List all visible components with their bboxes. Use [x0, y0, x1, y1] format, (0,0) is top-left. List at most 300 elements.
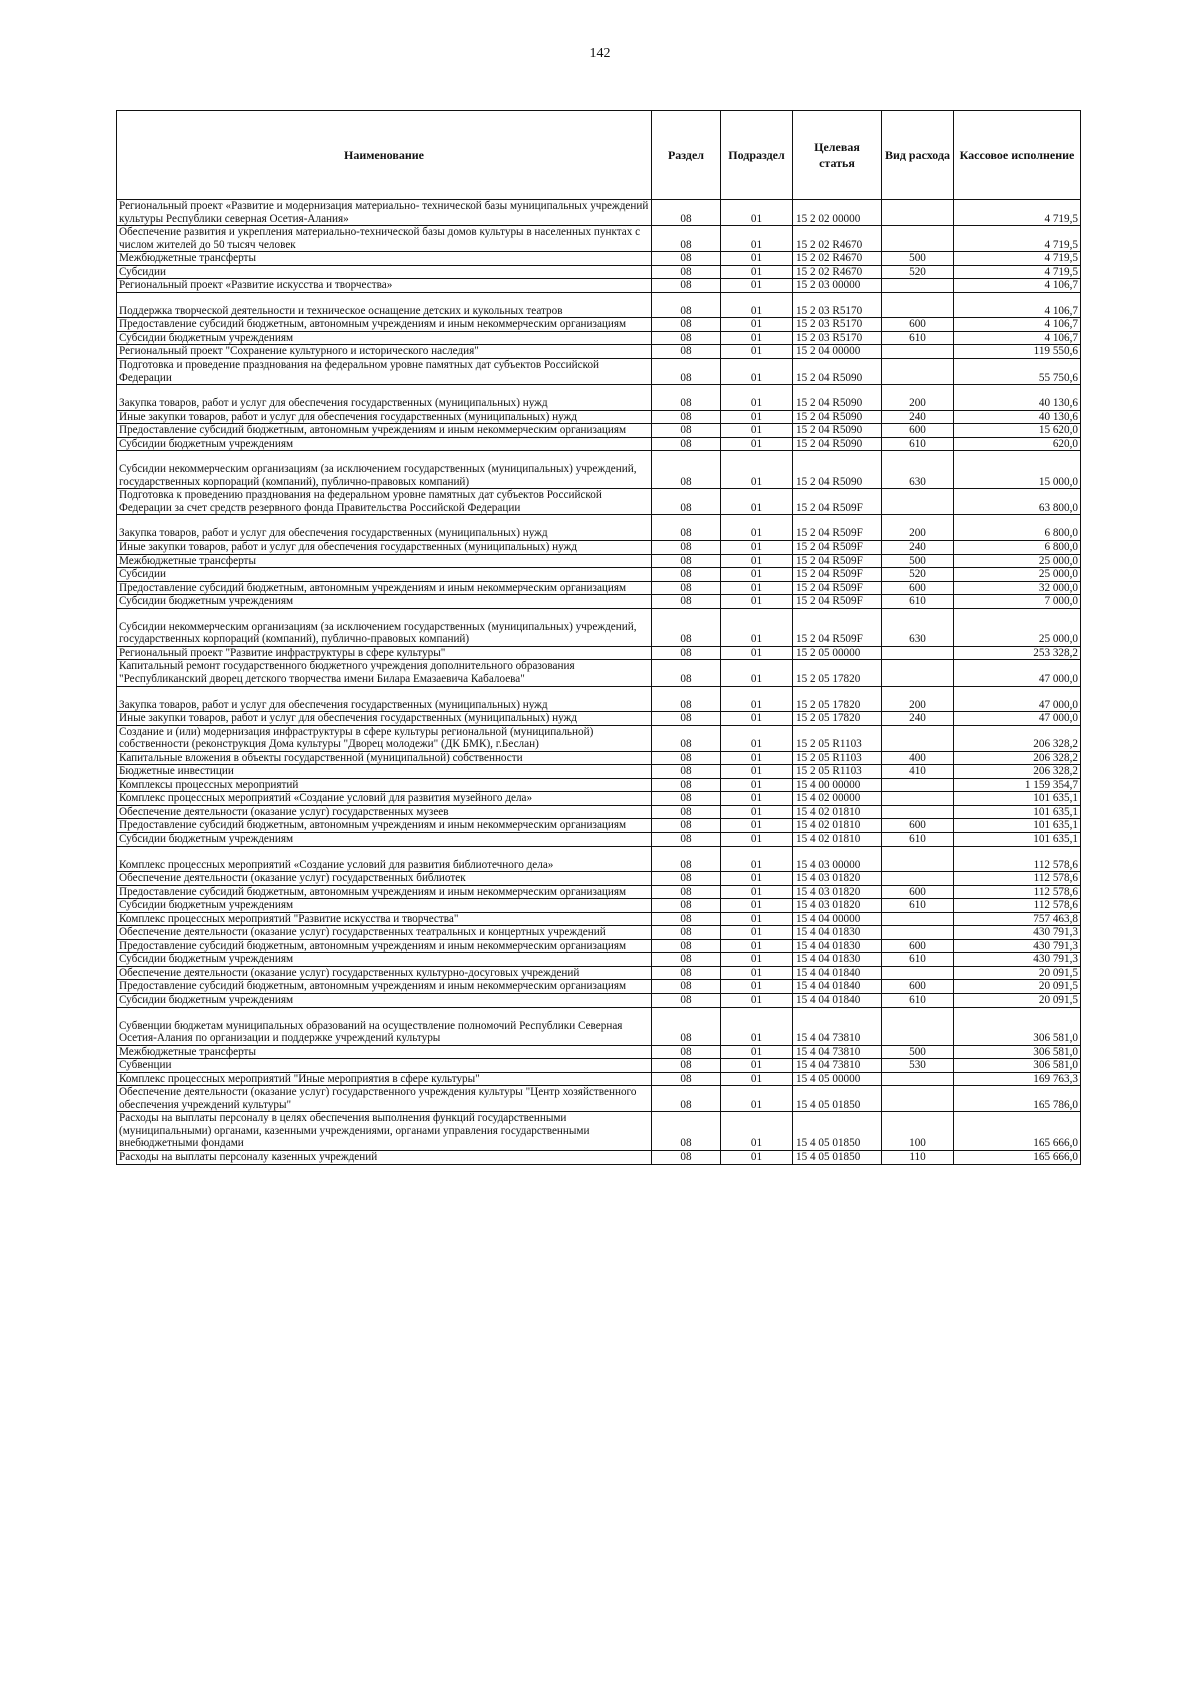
- table-body: [117, 200, 1081, 1165]
- cell-amount: 55 750,6: [954, 359, 1081, 385]
- cell-name: Закупка товаров, работ и услуг для обеспечения государственных (муниципальных) нужд: [117, 686, 652, 712]
- cell-subsection: 01: [721, 966, 793, 980]
- cell-type: [882, 1007, 954, 1045]
- cell-amount: 306 581,0: [954, 1059, 1081, 1073]
- cell-amount: 6 800,0: [954, 541, 1081, 555]
- table-row: [117, 568, 1081, 582]
- cell-target: 15 4 05 01850: [793, 1112, 882, 1151]
- cell-section: 08: [652, 252, 721, 266]
- cell-target: 15 2 04 R5090: [793, 437, 882, 451]
- cell-amount: 101 635,1: [954, 819, 1081, 833]
- cell-type: [882, 1072, 954, 1086]
- cell-subsection: 01: [721, 1072, 793, 1086]
- table-row: [117, 885, 1081, 899]
- cell-target: 15 4 04 73810: [793, 1059, 882, 1073]
- cell-section: 08: [652, 953, 721, 967]
- cell-name: Создание и (или) модернизация инфраструктуры в сфере культуры региональной (муниципальной) собственности (реконструкция Дома культуры "Дворец молодежи" (ДК БМК), г.Беслан): [117, 725, 652, 751]
- cell-name: Обеспечение деятельности (оказание услуг) государственного учреждения культуры "Центр хозяйственного обеспечения учреждений культуры": [117, 1086, 652, 1112]
- cell-amount: 206 328,2: [954, 725, 1081, 751]
- cell-subsection: 01: [721, 279, 793, 293]
- cell-subsection: 01: [721, 1059, 793, 1073]
- cell-subsection: 01: [721, 660, 793, 686]
- cell-amount: 101 635,1: [954, 805, 1081, 819]
- table-row: [117, 778, 1081, 792]
- cell-amount: 4 106,7: [954, 331, 1081, 345]
- cell-amount: 253 328,2: [954, 646, 1081, 660]
- cell-name: Межбюджетные трансферты: [117, 1045, 652, 1059]
- cell-subsection: 01: [721, 318, 793, 332]
- cell-type: [882, 200, 954, 226]
- cell-target: 15 2 04 R509F: [793, 581, 882, 595]
- table-row: [117, 385, 1081, 411]
- cell-section: 08: [652, 725, 721, 751]
- cell-section: 08: [652, 608, 721, 646]
- cell-name: Закупка товаров, работ и услуг для обеспечения государственных (муниципальных) нужд: [117, 515, 652, 541]
- cell-target: 15 2 04 00000: [793, 345, 882, 359]
- cell-subsection: 01: [721, 345, 793, 359]
- cell-type: 500: [882, 252, 954, 266]
- cell-target: 15 2 03 R5170: [793, 292, 882, 318]
- cell-subsection: 01: [721, 226, 793, 252]
- cell-name: Региональный проект «Развитие искусства и творчества»: [117, 279, 652, 293]
- cell-section: 08: [652, 359, 721, 385]
- cell-target: 15 2 05 00000: [793, 646, 882, 660]
- cell-type: [882, 1086, 954, 1112]
- table-row: [117, 595, 1081, 609]
- cell-subsection: 01: [721, 980, 793, 994]
- cell-subsection: 01: [721, 712, 793, 726]
- cell-amount: 40 130,6: [954, 410, 1081, 424]
- cell-type: 610: [882, 437, 954, 451]
- cell-section: 08: [652, 410, 721, 424]
- cell-type: 400: [882, 751, 954, 765]
- table-row: [117, 515, 1081, 541]
- cell-amount: 757 463,8: [954, 912, 1081, 926]
- cell-name: Капитальный ремонт государственного бюджетного учреждения дополнительного образования "Республиканский дворец детского творчества имени Билара Емазаевича Кабалоева": [117, 660, 652, 686]
- cell-type: 630: [882, 451, 954, 489]
- cell-section: 08: [652, 660, 721, 686]
- table-row: [117, 437, 1081, 451]
- cell-subsection: 01: [721, 885, 793, 899]
- cell-amount: 206 328,2: [954, 765, 1081, 779]
- cell-type: [882, 279, 954, 293]
- table-row: [117, 805, 1081, 819]
- cell-target: 15 2 02 R4670: [793, 226, 882, 252]
- cell-amount: 112 578,6: [954, 872, 1081, 886]
- cell-section: 08: [652, 424, 721, 438]
- table-row: [117, 765, 1081, 779]
- cell-amount: 165 786,0: [954, 1086, 1081, 1112]
- cell-target: 15 4 04 01840: [793, 966, 882, 980]
- cell-name: Субсидии бюджетным учреждениям: [117, 899, 652, 913]
- cell-section: 08: [652, 1151, 721, 1165]
- cell-name: Субсидии бюджетным учреждениям: [117, 832, 652, 846]
- cell-subsection: 01: [721, 832, 793, 846]
- cell-section: 08: [652, 686, 721, 712]
- cell-section: 08: [652, 805, 721, 819]
- cell-section: 08: [652, 451, 721, 489]
- cell-section: 08: [652, 939, 721, 953]
- cell-subsection: 01: [721, 581, 793, 595]
- cell-amount: 101 635,1: [954, 792, 1081, 806]
- cell-type: [882, 226, 954, 252]
- cell-target: 15 2 04 R5090: [793, 385, 882, 411]
- cell-amount: 32 000,0: [954, 581, 1081, 595]
- table-row: [117, 226, 1081, 252]
- cell-subsection: 01: [721, 751, 793, 765]
- cell-type: [882, 489, 954, 515]
- cell-amount: 4 719,5: [954, 200, 1081, 226]
- cell-section: 08: [652, 765, 721, 779]
- table-row: [117, 712, 1081, 726]
- cell-name: Иные закупки товаров, работ и услуг для обеспечения государственных (муниципальных) нужд: [117, 712, 652, 726]
- cell-name: Субвенции бюджетам муниципальных образований на осуществление полномочий Республики Северная Осетия-Алания по организации и поддержке учреждений культуры: [117, 1007, 652, 1045]
- cell-name: Региональный проект «Развитие и модернизация материально- технической базы муниципальных учреждений культуры Республики северная Осетия-Алания»: [117, 200, 652, 226]
- cell-target: 15 2 04 R509F: [793, 568, 882, 582]
- cell-type: 600: [882, 581, 954, 595]
- cell-target: 15 2 05 R1103: [793, 725, 882, 751]
- cell-section: 08: [652, 515, 721, 541]
- table-row: [117, 725, 1081, 751]
- table-row: [117, 318, 1081, 332]
- cell-section: 08: [652, 712, 721, 726]
- cell-type: 600: [882, 939, 954, 953]
- cell-section: 08: [652, 899, 721, 913]
- cell-amount: 430 791,3: [954, 926, 1081, 940]
- cell-amount: 165 666,0: [954, 1112, 1081, 1151]
- table-row: [117, 608, 1081, 646]
- cell-name: Межбюджетные трансферты: [117, 252, 652, 266]
- cell-type: 610: [882, 899, 954, 913]
- cell-name: Обеспечение развития и укрепления материально-технической базы домов культуры в населенных пунктах с числом жителей до 50 тысяч человек: [117, 226, 652, 252]
- cell-section: 08: [652, 819, 721, 833]
- budget-table: [116, 110, 1081, 1165]
- cell-name: Комплекс процессных мероприятий "Иные мероприятия в сфере культуры": [117, 1072, 652, 1086]
- cell-name: Предоставление субсидий бюджетным, автономным учреждениям и иным некоммерческим организациям: [117, 318, 652, 332]
- cell-subsection: 01: [721, 554, 793, 568]
- cell-amount: 47 000,0: [954, 712, 1081, 726]
- cell-name: Субсидии бюджетным учреждениям: [117, 595, 652, 609]
- cell-subsection: 01: [721, 872, 793, 886]
- table-row: [117, 792, 1081, 806]
- table-row: [117, 451, 1081, 489]
- cell-section: 08: [652, 541, 721, 555]
- cell-subsection: 01: [721, 819, 793, 833]
- cell-amount: 25 000,0: [954, 554, 1081, 568]
- cell-section: 08: [652, 279, 721, 293]
- table-row: [117, 953, 1081, 967]
- table-row: [117, 1151, 1081, 1165]
- cell-name: Региональный проект "Развитие инфраструктуры в сфере культуры": [117, 646, 652, 660]
- table-row: [117, 819, 1081, 833]
- cell-subsection: 01: [721, 899, 793, 913]
- cell-target: 15 4 05 00000: [793, 1072, 882, 1086]
- cell-name: Субсидии некоммерческим организациям (за исключением государственных (муниципальных) учреждений, государственных корпораций (компаний), публично-правовых компаний): [117, 608, 652, 646]
- cell-target: 15 4 04 73810: [793, 1045, 882, 1059]
- cell-subsection: 01: [721, 1112, 793, 1151]
- cell-subsection: 01: [721, 331, 793, 345]
- cell-name: Расходы на выплаты персоналу в целях обеспечения выполнения функций государственными (муниципальными) органами, казенными учреждениями, органами управления государственными внебюджетными фондами: [117, 1112, 652, 1151]
- cell-name: Комплексы процессных мероприятий: [117, 778, 652, 792]
- header-amount: Кассовое исполнение: [954, 111, 1081, 200]
- table-row: [117, 980, 1081, 994]
- table-row: [117, 1086, 1081, 1112]
- cell-type: 520: [882, 568, 954, 582]
- cell-target: 15 2 03 00000: [793, 279, 882, 293]
- cell-target: 15 2 04 R509F: [793, 541, 882, 555]
- cell-amount: 25 000,0: [954, 568, 1081, 582]
- cell-subsection: 01: [721, 846, 793, 872]
- cell-amount: 206 328,2: [954, 751, 1081, 765]
- cell-section: 08: [652, 885, 721, 899]
- header-type: Вид расхода: [882, 111, 954, 200]
- cell-amount: 4 719,5: [954, 265, 1081, 279]
- table-row: [117, 541, 1081, 555]
- table-row: [117, 751, 1081, 765]
- cell-name: Предоставление субсидий бюджетным, автономным учреждениям и иным некоммерческим организациям: [117, 424, 652, 438]
- cell-type: [882, 912, 954, 926]
- table-row: [117, 410, 1081, 424]
- cell-name: Региональный проект "Сохранение культурного и исторического наследия": [117, 345, 652, 359]
- cell-target: 15 4 03 01820: [793, 872, 882, 886]
- cell-subsection: 01: [721, 359, 793, 385]
- cell-target: 15 2 04 R509F: [793, 595, 882, 609]
- cell-type: 530: [882, 1059, 954, 1073]
- table-row: [117, 646, 1081, 660]
- cell-target: 15 2 04 R5090: [793, 424, 882, 438]
- cell-type: [882, 345, 954, 359]
- cell-section: 08: [652, 1086, 721, 1112]
- cell-type: [882, 646, 954, 660]
- cell-subsection: 01: [721, 646, 793, 660]
- cell-subsection: 01: [721, 424, 793, 438]
- cell-target: 15 4 03 00000: [793, 846, 882, 872]
- cell-target: 15 2 05 R1103: [793, 765, 882, 779]
- cell-subsection: 01: [721, 292, 793, 318]
- cell-amount: 306 581,0: [954, 1045, 1081, 1059]
- cell-section: 08: [652, 846, 721, 872]
- cell-subsection: 01: [721, 489, 793, 515]
- table-row: [117, 331, 1081, 345]
- table-row: [117, 554, 1081, 568]
- cell-subsection: 01: [721, 541, 793, 555]
- table-row: [117, 1007, 1081, 1045]
- cell-subsection: 01: [721, 410, 793, 424]
- cell-type: 240: [882, 541, 954, 555]
- cell-type: [882, 966, 954, 980]
- table-row: [117, 966, 1081, 980]
- cell-target: 15 4 04 00000: [793, 912, 882, 926]
- cell-type: 100: [882, 1112, 954, 1151]
- cell-name: Бюджетные инвестиции: [117, 765, 652, 779]
- cell-name: Субсидии бюджетным учреждениям: [117, 331, 652, 345]
- cell-section: 08: [652, 832, 721, 846]
- table-row: [117, 265, 1081, 279]
- cell-section: 08: [652, 489, 721, 515]
- cell-target: 15 4 05 01850: [793, 1151, 882, 1165]
- cell-type: 110: [882, 1151, 954, 1165]
- cell-target: 15 2 04 R509F: [793, 554, 882, 568]
- cell-type: 600: [882, 318, 954, 332]
- cell-section: 08: [652, 980, 721, 994]
- cell-type: 610: [882, 993, 954, 1007]
- cell-target: 15 2 04 R509F: [793, 608, 882, 646]
- cell-target: 15 2 02 R4670: [793, 265, 882, 279]
- table-row: [117, 939, 1081, 953]
- cell-amount: 112 578,6: [954, 899, 1081, 913]
- cell-amount: 63 800,0: [954, 489, 1081, 515]
- cell-subsection: 01: [721, 385, 793, 411]
- cell-type: [882, 805, 954, 819]
- cell-target: 15 2 05 17820: [793, 686, 882, 712]
- cell-name: Капитальные вложения в объекты государственной (муниципальной) собственности: [117, 751, 652, 765]
- cell-section: 08: [652, 581, 721, 595]
- cell-name: Поддержка творческой деятельности и техническое оснащение детских и кукольных театров: [117, 292, 652, 318]
- cell-name: Предоставление субсидий бюджетным, автономным учреждениям и иным некоммерческим организациям: [117, 581, 652, 595]
- cell-subsection: 01: [721, 953, 793, 967]
- cell-subsection: 01: [721, 252, 793, 266]
- cell-type: [882, 926, 954, 940]
- cell-amount: 4 106,7: [954, 279, 1081, 293]
- cell-type: [882, 359, 954, 385]
- cell-amount: 25 000,0: [954, 608, 1081, 646]
- cell-target: 15 4 02 01810: [793, 819, 882, 833]
- cell-target: 15 2 05 R1103: [793, 751, 882, 765]
- cell-target: 15 2 04 R5090: [793, 410, 882, 424]
- cell-name: Предоставление субсидий бюджетным, автономным учреждениям и иным некоммерческим организациям: [117, 980, 652, 994]
- cell-amount: 20 091,5: [954, 966, 1081, 980]
- table-row: [117, 489, 1081, 515]
- cell-amount: 47 000,0: [954, 686, 1081, 712]
- table-row: [117, 359, 1081, 385]
- cell-subsection: 01: [721, 993, 793, 1007]
- cell-name: Предоставление субсидий бюджетным, автономным учреждениям и иным некоммерческим организациям: [117, 819, 652, 833]
- cell-name: Субсидии: [117, 265, 652, 279]
- cell-type: 200: [882, 686, 954, 712]
- cell-subsection: 01: [721, 939, 793, 953]
- cell-subsection: 01: [721, 686, 793, 712]
- table-row: [117, 1072, 1081, 1086]
- cell-section: 08: [652, 751, 721, 765]
- cell-name: Обеспечение деятельности (оказание услуг) государственных культурно-досуговых учреждений: [117, 966, 652, 980]
- cell-name: Обеспечение деятельности (оказание услуг) государственных театральных и концертных учреждений: [117, 926, 652, 940]
- table-row: [117, 993, 1081, 1007]
- cell-target: 15 2 04 R509F: [793, 489, 882, 515]
- cell-type: [882, 725, 954, 751]
- header-name: Наименование: [117, 111, 652, 200]
- cell-amount: 6 800,0: [954, 515, 1081, 541]
- table-row: [117, 846, 1081, 872]
- cell-target: 15 4 03 01820: [793, 899, 882, 913]
- cell-amount: 7 000,0: [954, 595, 1081, 609]
- cell-type: 600: [882, 885, 954, 899]
- cell-amount: 169 763,3: [954, 1072, 1081, 1086]
- header-section: Раздел: [652, 111, 721, 200]
- cell-name: Обеспечение деятельности (оказание услуг) государственных музеев: [117, 805, 652, 819]
- cell-type: 610: [882, 832, 954, 846]
- cell-section: 08: [652, 568, 721, 582]
- cell-amount: 430 791,3: [954, 939, 1081, 953]
- cell-amount: 4 719,5: [954, 252, 1081, 266]
- cell-target: 15 4 04 01840: [793, 993, 882, 1007]
- cell-target: 15 2 05 17820: [793, 712, 882, 726]
- cell-type: [882, 778, 954, 792]
- cell-subsection: 01: [721, 805, 793, 819]
- cell-target: 15 2 04 R509F: [793, 515, 882, 541]
- cell-name: Комплекс процессных мероприятий "Развитие искусства и творчества": [117, 912, 652, 926]
- cell-amount: 47 000,0: [954, 660, 1081, 686]
- cell-target: 15 4 05 01850: [793, 1086, 882, 1112]
- cell-type: 610: [882, 953, 954, 967]
- cell-type: 200: [882, 515, 954, 541]
- cell-name: Расходы на выплаты персоналу казенных учреждений: [117, 1151, 652, 1165]
- cell-section: 08: [652, 872, 721, 886]
- table-row: [117, 660, 1081, 686]
- cell-subsection: 01: [721, 608, 793, 646]
- cell-section: 08: [652, 318, 721, 332]
- cell-name: Обеспечение деятельности (оказание услуг) государственных библиотек: [117, 872, 652, 886]
- cell-amount: 20 091,5: [954, 993, 1081, 1007]
- cell-target: 15 4 02 01810: [793, 805, 882, 819]
- cell-section: 08: [652, 1045, 721, 1059]
- cell-type: 240: [882, 712, 954, 726]
- table-row: [117, 581, 1081, 595]
- cell-target: 15 4 02 00000: [793, 792, 882, 806]
- cell-amount: 112 578,6: [954, 846, 1081, 872]
- cell-target: 15 4 02 01810: [793, 832, 882, 846]
- cell-name: Субсидии некоммерческим организациям (за исключением государственных (муниципальных) учреждений, государственных корпораций (компаний), публично-правовых компаний): [117, 451, 652, 489]
- cell-section: 08: [652, 1059, 721, 1073]
- cell-target: 15 2 04 R5090: [793, 451, 882, 489]
- cell-type: 600: [882, 819, 954, 833]
- cell-name: Субвенции: [117, 1059, 652, 1073]
- cell-type: 200: [882, 385, 954, 411]
- cell-name: Иные закупки товаров, работ и услуг для обеспечения государственных (муниципальных) нужд: [117, 541, 652, 555]
- cell-name: Предоставление субсидий бюджетным, автономным учреждениям и иным некоммерческим организациям: [117, 885, 652, 899]
- cell-name: Закупка товаров, работ и услуг для обеспечения государственных (муниципальных) нужд: [117, 385, 652, 411]
- table-row: [117, 279, 1081, 293]
- cell-name: Субсидии бюджетным учреждениям: [117, 993, 652, 1007]
- cell-target: 15 4 04 01830: [793, 939, 882, 953]
- cell-section: 08: [652, 646, 721, 660]
- cell-type: 610: [882, 595, 954, 609]
- header-row: [117, 111, 1081, 200]
- cell-type: 410: [882, 765, 954, 779]
- page-number: 142: [589, 46, 611, 61]
- cell-target: 15 2 03 R5170: [793, 318, 882, 332]
- cell-subsection: 01: [721, 778, 793, 792]
- cell-section: 08: [652, 926, 721, 940]
- cell-section: 08: [652, 1072, 721, 1086]
- cell-section: 08: [652, 595, 721, 609]
- cell-target: 15 2 02 00000: [793, 200, 882, 226]
- table-row: [117, 1059, 1081, 1073]
- cell-target: 15 4 04 01830: [793, 953, 882, 967]
- cell-name: Подготовка и проведение празднования на федеральном уровне памятных дат субъектов Российской Федерации: [117, 359, 652, 385]
- cell-subsection: 01: [721, 265, 793, 279]
- cell-section: 08: [652, 1112, 721, 1151]
- cell-subsection: 01: [721, 765, 793, 779]
- cell-amount: 20 091,5: [954, 980, 1081, 994]
- cell-name: Иные закупки товаров, работ и услуг для обеспечения государственных (муниципальных) нужд: [117, 410, 652, 424]
- cell-section: 08: [652, 292, 721, 318]
- cell-target: 15 4 04 73810: [793, 1007, 882, 1045]
- table-row: [117, 872, 1081, 886]
- table-row: [117, 252, 1081, 266]
- cell-section: 08: [652, 554, 721, 568]
- table-row: [117, 1112, 1081, 1151]
- header-target: Целевая статья: [793, 111, 882, 200]
